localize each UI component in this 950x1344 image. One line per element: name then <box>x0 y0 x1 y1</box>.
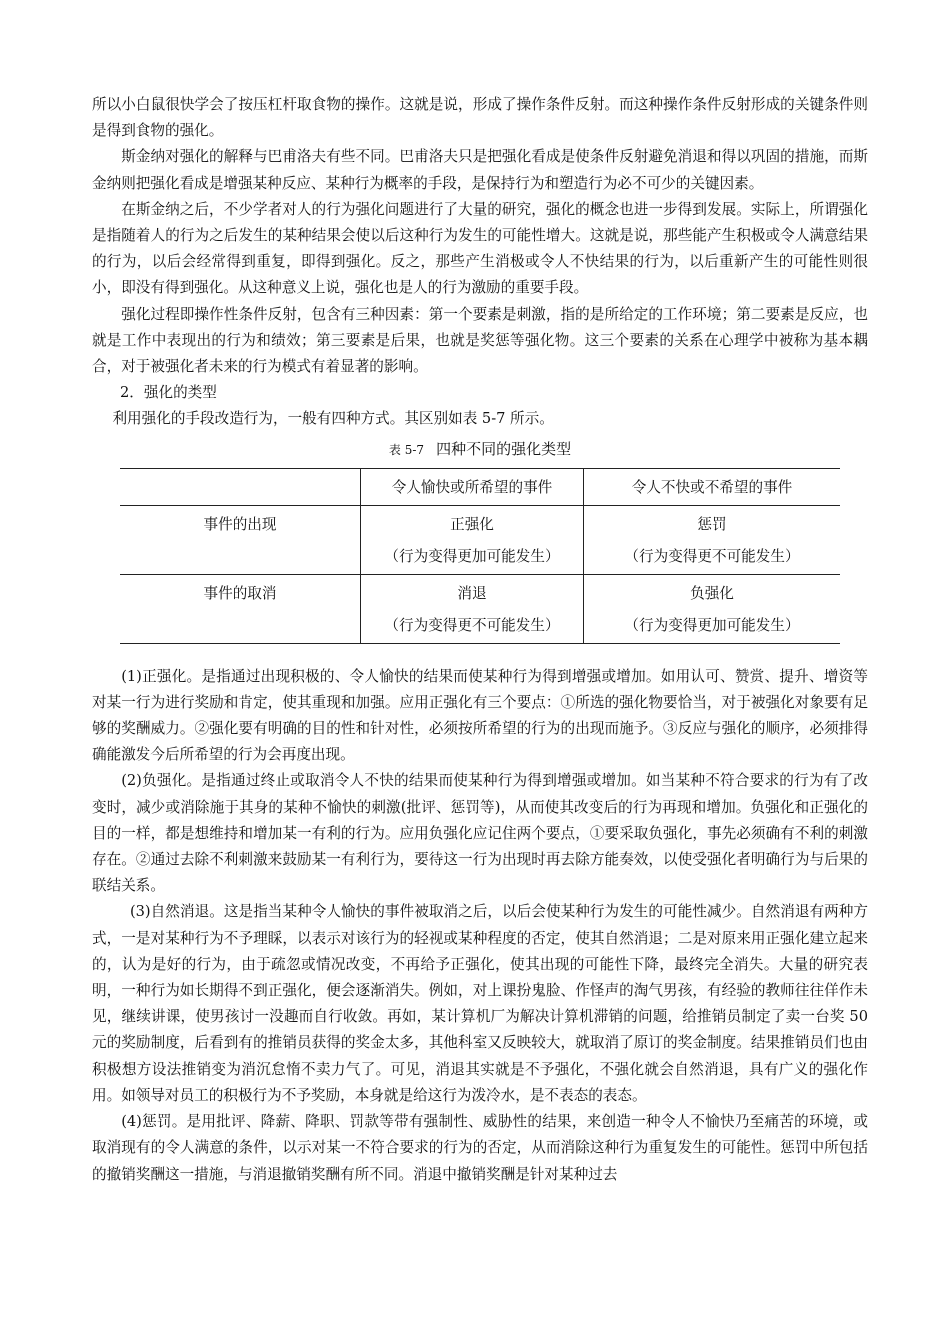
table-header-cell <box>120 468 361 505</box>
cell-type: 惩罚 <box>697 515 727 533</box>
table-row-label: 事件的取消 <box>120 574 361 643</box>
paragraph-negative-reinforcement: (2)负强化。是指通过终止或取消令人不快的结果而使某种行为得到增强或增加。如当某种不符合要求的行为有了改变时，减少或消除施于其身的某种不愉快的刺激(批评、惩罚等)，从而使其改变后的行为再现和增加。负强化和正强化的目的一样，都是想维持和增加某一有利的行为。应用负强化应记住两个要点，①要采取负强化，事先必须确有不利的刺激存在。②通过去除不利刺激来鼓励某一有利行为，要待这一行为出现时再去除方能奏效，以使受强化者明确行为与后果的联结关系。 <box>92 772 868 895</box>
table-cell <box>584 574 841 643</box>
table-header-cell: 令人愉快或所希望的事件 <box>361 468 584 505</box>
paragraph-positive-reinforcement: (1)正强化。是指通过出现积极的、令人愉快的结果而使某种行为得到增强或增加。如用认可、赞赏、提升、增资等对某一行为进行奖励和肯定，使其重现和加强。应用正强化有三个要点：①所选的强化物要恰当，对于被强化对象要有足够的奖酬威力。②强化要有明确的目的性和针对性，必须按所希望的行为的出现而施予。③反应与强化的顺序，必须排得确能激发今后所希望的行为会再度出现。 <box>92 667 868 764</box>
section-heading: 2．强化的类型 <box>120 384 217 402</box>
table-header-row <box>120 468 840 505</box>
paragraph-punishment: (4)惩罚。是用批评、降薪、降职、罚款等带有强制性、威胁性的结果，来创造一种令人不愉快乃至痛苦的环境，或取消现有的令人满意的条件，以示对某一不符合要求的行为的否定，从而消除这种行为重复发生的可能性。惩罚中所包括的撤销奖酬这一措施，与消退撤销奖酬有所不同。消退中撤销奖酬是针对某种过去 <box>92 1113 868 1183</box>
cell-effect: （行为变得更不可能发生） <box>384 616 560 634</box>
table-row <box>120 505 840 574</box>
cell-type: 正强化 <box>450 515 494 533</box>
table-cell <box>361 574 584 643</box>
document-page <box>92 92 868 1188</box>
body-continued <box>92 664 868 1188</box>
table-row <box>120 574 840 643</box>
paragraph: 在斯金纳之后，不少学者对人的行为强化问题进行了大量的研究，强化的概念也进一步得到发展。实际上，所谓强化是指随着人的行为之后发生的某种结果会使以后这种行为发生的可能性增大。这就是说，那些能产生积极或令人满意结果的行为，以后会经常得到重复，即得到强化。反之，那些产生消极或令人不快结果的行为，以后重新产生的可能性则很小，即没有得到强化。从这种意义上说，强化也是人的行为激励的重要手段。 <box>92 200 868 297</box>
cell-effect: （行为变得更加可能发生） <box>624 616 800 634</box>
table-header-cell: 令人不快或不希望的事件 <box>584 468 841 505</box>
reinforcement-table <box>120 468 840 644</box>
table-row-label: 事件的出现 <box>120 505 361 574</box>
cell-type: 消退 <box>457 584 487 602</box>
paragraph: 强化过程即操作性条件反射，包含有三种因素：第一个要素是刺激，指的是所给定的工作环境；第二要素是反应，也就是工作中表现出的行为和绩效；第三要素是后果，也就是奖惩等强化物。这三个要素的关系在心理学中被称为基本耦合，对于被强化者未来的行为模式有着显著的影响。 <box>92 305 868 376</box>
table-caption-title: 四种不同的强化类型 <box>436 439 572 458</box>
table-caption-number: 表 5-7 <box>388 442 425 457</box>
paragraph: 所以小白鼠很快学会了按压杠杆取食物的操作。这就是说，形成了操作条件反射。而这种操作条件反射形成的关键条件则是得到食物的强化。 <box>92 96 868 140</box>
table-caption <box>92 435 868 464</box>
paragraph-extinction: (3)自然消退。这是指当某种令人愉快的事件被取消之后，以后会使某种行为发生的可能性减少。自然消退有两种方式，一是对某种行为不予理睬，以表示对该行为的轻视或某种程度的否定，使其自然消退；二是对原来用正强化建立起来的，认为是好的行为，由于疏忽或情况改变，不再给予正强化，使其出现的可能性下降，最终完全消失。大量的研究表明，一种行为如长期得不到正强化，便会逐渐消失。例如，对上课扮鬼脸、作怪声的淘气男孩，有经验的教师往往佯作未见，继续讲课，使男孩讨一没趣而自行收敛。再如，某计算机厂为解决计算机滞销的问题，给推销员制定了卖一台奖 50 元的奖励制度，后看到有的推销员获得的奖金太多，其他科室又反映较大，就取消了原订的奖金制度。结果推销员们也由积极想方设法推销变为消沉怠惰不卖力气了。可见，消退其实就是不予强化，不强化就会自然消退，具有广义的强化作用。如领导对员工的积极行为不予奖励，本身就是给这行为泼冷水，是不表态的表态。 <box>92 903 868 1104</box>
cell-effect: （行为变得更不可能发生） <box>624 547 800 565</box>
cell-effect: （行为变得更加可能发生） <box>384 547 560 565</box>
table-cell <box>361 505 584 574</box>
cell-type: 负强化 <box>690 584 734 602</box>
paragraph: 斯金纳对强化的解释与巴甫洛夫有些不同。巴甫洛夫只是把强化看成是使条件反射避免消退和得以巩固的措施，而斯金纳则把强化看成是增强某种反应、某种行为概率的手段，是保持行为和塑造行为必不可少的关键因素。 <box>92 148 868 192</box>
table-cell <box>584 505 841 574</box>
table-intro: 利用强化的手段改造行为，一般有四种方式。其区别如表 5-7 所示。 <box>112 410 554 428</box>
